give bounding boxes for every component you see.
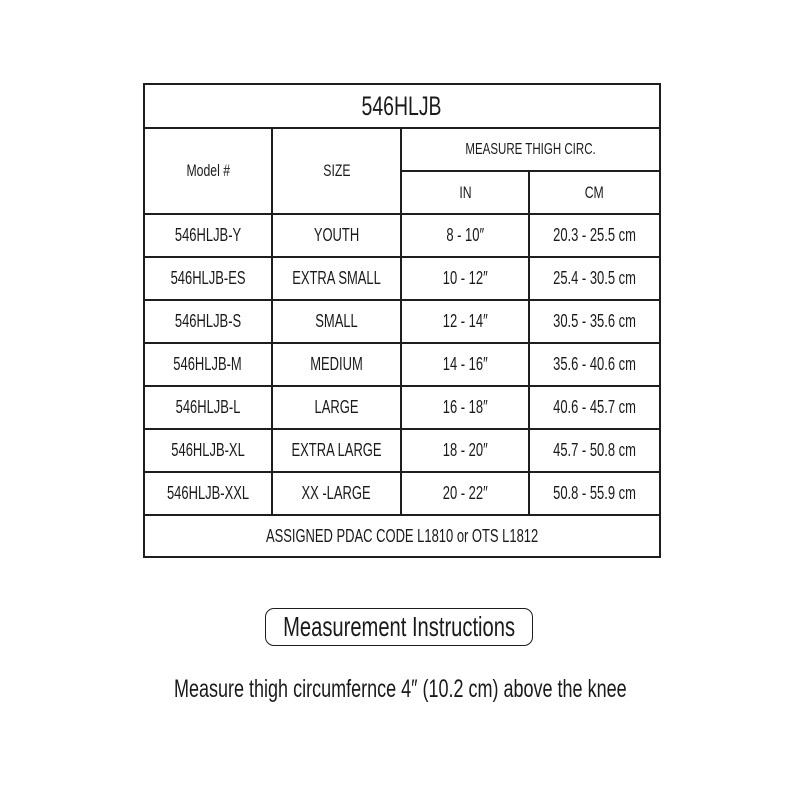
- size-text: LARGE: [314, 397, 359, 417]
- cell-in: [401, 214, 529, 257]
- pdac-code-text: ASSIGNED PDAC CODE L1810 or OTS L1812: [265, 525, 539, 546]
- size-text: SMALL: [315, 311, 358, 331]
- table-title: [144, 84, 660, 128]
- in-text: 20 - 22″: [442, 483, 488, 503]
- cm-text: 20.3 - 25.5 cm: [553, 225, 636, 245]
- model-text: 546HLJB-XL: [171, 440, 245, 460]
- cell-model: [144, 472, 272, 515]
- cell-in: [401, 300, 529, 343]
- header-model-text: Model #: [186, 161, 230, 180]
- model-text: 546HLJB-M: [173, 354, 243, 374]
- cell-in: [401, 386, 529, 429]
- cell-size: [272, 343, 401, 386]
- table-row: [144, 300, 660, 343]
- header-cm-text: CM: [584, 182, 605, 202]
- model-text: 546HLJB-S: [174, 311, 242, 331]
- size-text: EXTRA SMALL: [292, 268, 381, 288]
- cell-cm: [529, 472, 660, 515]
- cm-text: 50.8 - 55.9 cm: [553, 483, 636, 503]
- in-text: 14 - 16″: [442, 354, 488, 374]
- cell-size: [272, 472, 401, 515]
- cell-cm: [529, 257, 660, 300]
- header-in-text: IN: [458, 182, 472, 202]
- cell-model: [144, 429, 272, 472]
- pdac-code-footer: [144, 515, 660, 557]
- measurement-instructions-heading: [265, 608, 533, 646]
- cell-in: [401, 257, 529, 300]
- cm-text: 30.5 - 35.6 cm: [553, 311, 636, 331]
- table-title-text: 546HLJB: [362, 90, 442, 121]
- model-text: 546HLJB-Y: [174, 225, 242, 245]
- cell-cm: [529, 214, 660, 257]
- model-text: 546HLJB-XXL: [166, 483, 250, 503]
- cm-text: 40.6 - 45.7 cm: [553, 397, 636, 417]
- cell-in: [401, 472, 529, 515]
- table-row: [144, 429, 660, 472]
- in-text: 16 - 18″: [442, 397, 488, 417]
- size-text: MEDIUM: [310, 354, 363, 374]
- cell-cm: [529, 429, 660, 472]
- cell-size: [272, 386, 401, 429]
- model-text: 546HLJB-ES: [170, 268, 246, 288]
- size-text: YOUTH: [313, 225, 360, 245]
- cell-size: [272, 429, 401, 472]
- header-model: [144, 128, 272, 214]
- in-text: 18 - 20″: [442, 440, 488, 460]
- cell-size: [272, 214, 401, 257]
- in-text: 10 - 12″: [442, 268, 488, 288]
- model-text: 546HLJB-L: [175, 397, 241, 417]
- in-text: 8 - 10″: [446, 225, 484, 245]
- cell-model: [144, 257, 272, 300]
- header-measure: [401, 128, 660, 171]
- cell-model: [144, 343, 272, 386]
- in-text: 12 - 14″: [442, 311, 488, 331]
- table-row: [144, 472, 660, 515]
- size-text: EXTRA LARGE: [291, 440, 382, 460]
- instructions-heading-text: Measurement Instructions: [283, 611, 515, 642]
- instructions-body-text: Measure thigh circumfernce 4″ (10.2 cm) above the knee: [173, 675, 627, 703]
- header-cm: [529, 171, 660, 214]
- table-row: [144, 343, 660, 386]
- header-size: [272, 128, 401, 214]
- header-size-text: SIZE: [322, 161, 351, 180]
- table-row: [144, 257, 660, 300]
- cell-cm: [529, 300, 660, 343]
- table-row: [144, 214, 660, 257]
- header-in: [401, 171, 529, 214]
- cell-model: [144, 214, 272, 257]
- cell-size: [272, 300, 401, 343]
- cm-text: 45.7 - 50.8 cm: [553, 440, 636, 460]
- size-chart-table: [143, 83, 661, 558]
- cell-model: [144, 300, 272, 343]
- table-row: [144, 386, 660, 429]
- header-measure-text: MEASURE THIGH CIRC.: [465, 140, 596, 158]
- cell-cm: [529, 343, 660, 386]
- cm-text: 35.6 - 40.6 cm: [553, 354, 636, 374]
- cell-in: [401, 343, 529, 386]
- measurement-instructions-text: [0, 675, 800, 704]
- cell-cm: [529, 386, 660, 429]
- size-text: XX -LARGE: [301, 483, 372, 503]
- cell-size: [272, 257, 401, 300]
- cell-model: [144, 386, 272, 429]
- cm-text: 25.4 - 30.5 cm: [553, 268, 636, 288]
- cell-in: [401, 429, 529, 472]
